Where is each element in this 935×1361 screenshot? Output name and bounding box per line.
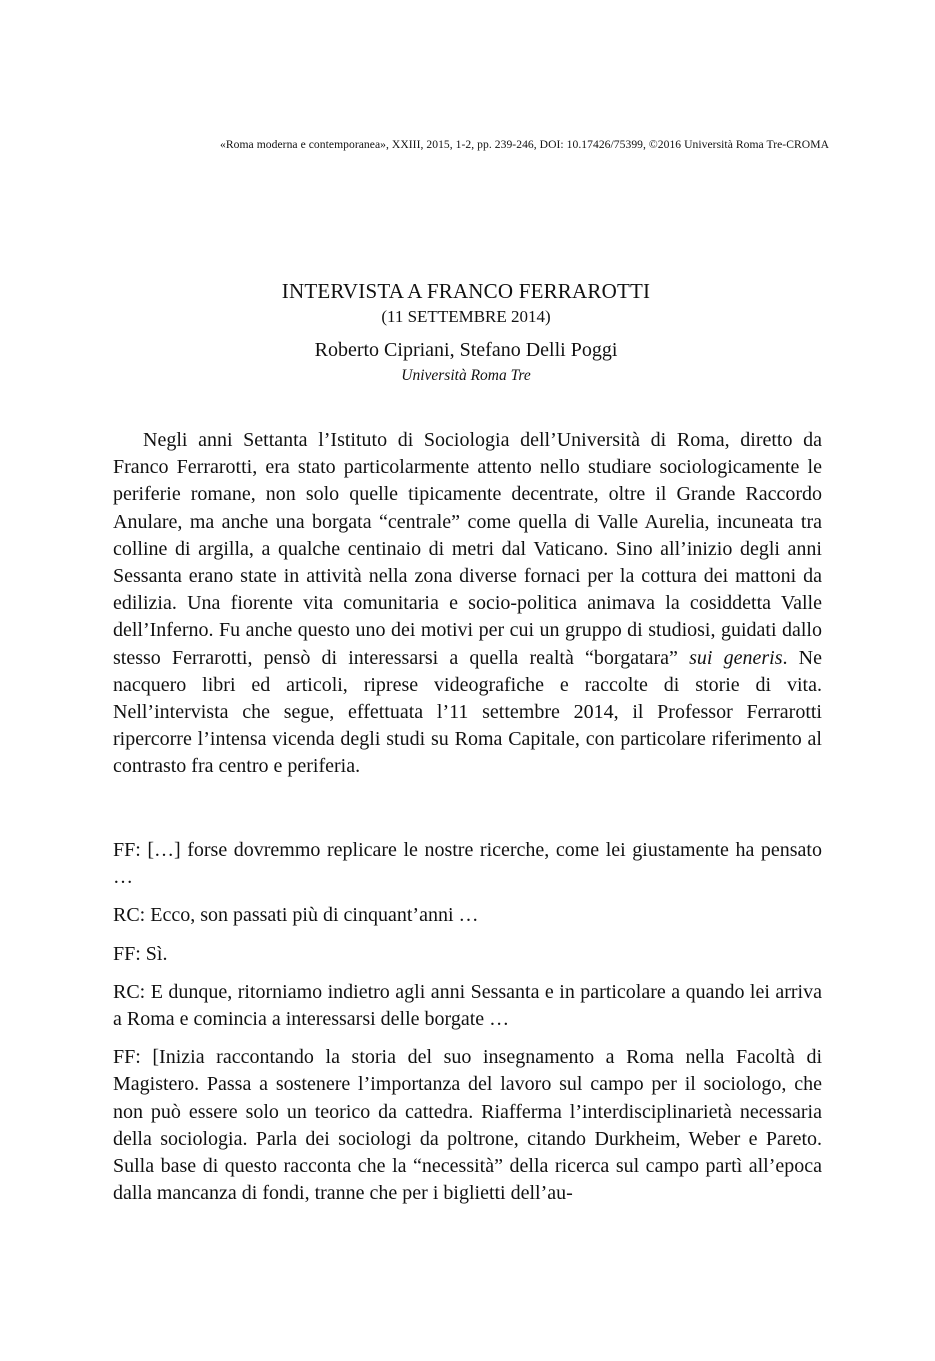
- abstract-paragraph: [113, 427, 822, 781]
- interview-turn: RC: E dunque, ritorniamo indietro agli anni Sessanta e in particolare a quando lei arriva a Roma e comincia a interessarsi delle borgate …: [113, 980, 822, 1031]
- interview-turn: FF: [Inizia raccontando la storia del suo insegnamento a Roma nella Facoltà di Magistero. Passa a sostenere l’importanza del lavoro sul campo per il sociologo, che non può essere solo un teorico da cattedra. Riafferma l’interdisciplinarietà necessaria della sociologia. Parla dei sociologi da poltrone, citando Durkheim, Weber e Pareto. Sulla base di questo racconta che la “necessità” della ricerca sul campo partì all’epoca dalla mancanza di fondi, tranne che per i biglietti dell’au-: [113, 1046, 822, 1205]
- article-title: INTERVISTA A FRANCO FERRAROTTI: [281, 279, 651, 303]
- interview-body: [113, 837, 822, 1218]
- interview-turn: RC: Ecco, son passati più di cinquant’anni …: [113, 904, 479, 927]
- title-block: [113, 278, 819, 386]
- authors: Roberto Cipriani, Stefano Delli Poggi: [314, 339, 618, 361]
- abstract-italic-phrase: sui generis: [689, 646, 783, 669]
- interview-date: (11 SETTEMBRE 2014): [381, 307, 551, 326]
- affiliation: Università Roma Tre: [401, 367, 531, 384]
- interview-turn: FF: Sì.: [113, 942, 168, 965]
- abstract-text-end: . Ne nacquero libri ed articoli, riprese videografiche e raccolte di storie di vita. Nell’intervista che segue, effettuata l’11 settembre 2014, il Professor Ferrarotti ripercorre l’intensa vicenda degli studi su Roma Capitale, con particolare riferimento al contrasto fra centro e periferia.: [113, 646, 822, 778]
- abstract-text-start: Negli anni Settanta l’Istituto di Sociologia dell’Università di Roma, diretto da Franco Ferrarotti, era stato particolarmente attento nello studiare sociologicamente le periferie romane, non solo quelle tipicamente decentrate, oltre il Grande Raccordo Anulare, ma anche una borgata “centrale” come quella di Valle Aurelia, incuneata tra colline di argilla, a qualche centinaio di metri dal Vaticano. Sino all’inizio degli anni Sessanta erano state in attività nella zona diverse fornaci per la cottura dei mattoni da edilizia. Una fiorente vita comunitaria e socio-politica animava la cosiddetta Valle dell’Inferno. Fu anche questo uno dei motivi per cui un gruppo di studiosi, guidati dallo stesso Ferrarotti, pensò di interessarsi a quella realtà “borgatara”: [113, 429, 822, 669]
- interview-turn: FF: […] forse dovremmo replicare le nostre ricerche, come lei giustamente ha pensato …: [113, 839, 822, 889]
- running-header: «Roma moderna e contemporanea», XXIII, 2015, 1-2, pp. 239-246, DOI: 10.17426/75399, ©2016 Università Roma Tre-CROMA: [220, 138, 829, 151]
